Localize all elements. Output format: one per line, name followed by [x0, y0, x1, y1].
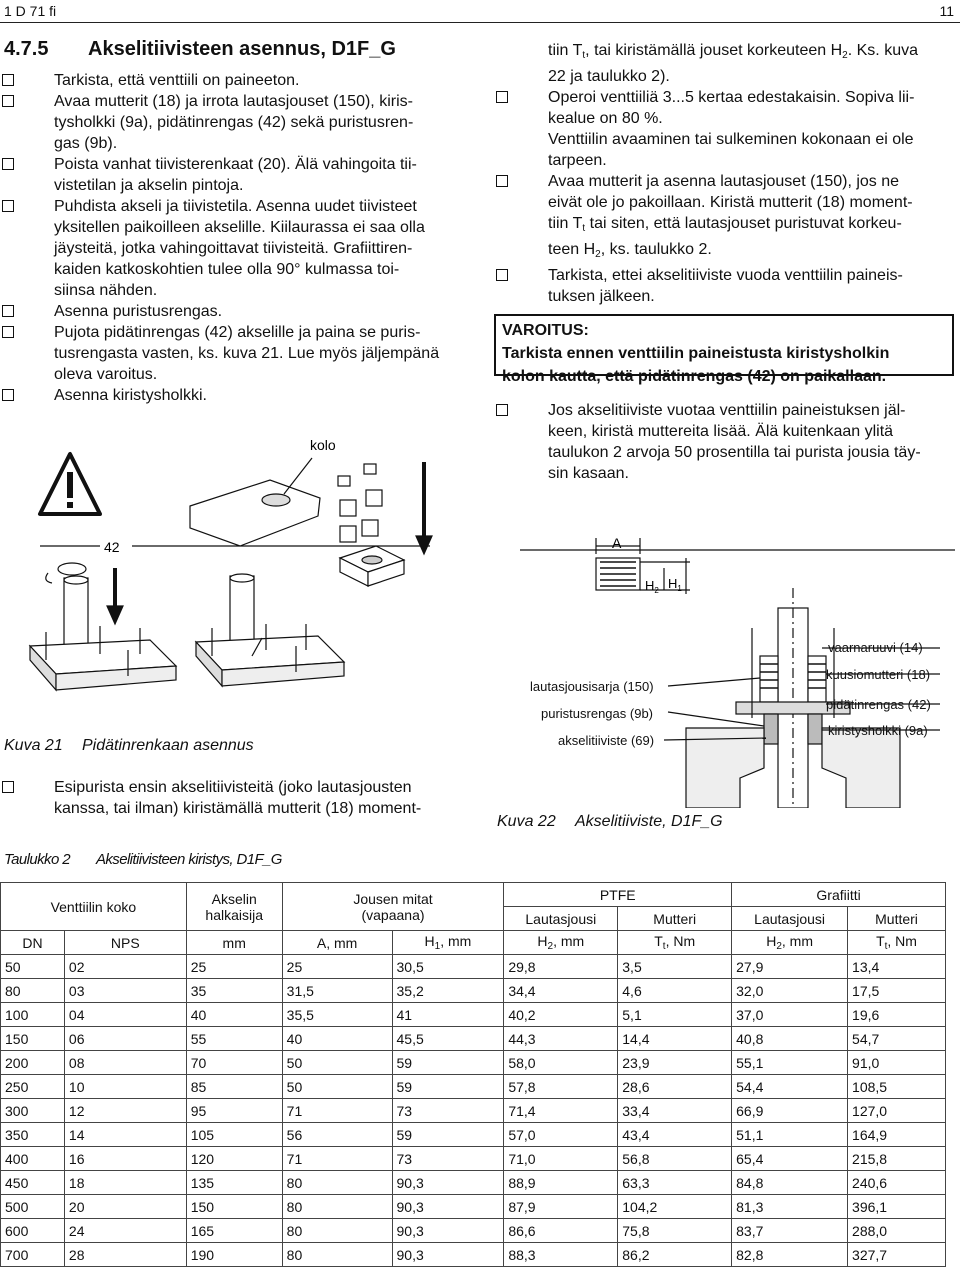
table-row	[1, 955, 946, 979]
header-graf-lautasjousi: Lautasjousi	[732, 907, 848, 931]
table-cell: 250	[1, 1075, 65, 1099]
label-vaarnaruuvi: vaarnaruuvi (14)	[828, 640, 923, 655]
table-cell: 54,7	[848, 1027, 946, 1051]
step-leak-tighten: Jos akselitiiviste vuotaa venttiilin paineistuksen jäl- keen, kiristä muttereita lisää. Älä kuitenkaan ylitä taulukon 2 arvoja 50 prosentilla tai purista jousia täy- sin kasaan.	[494, 400, 960, 484]
table-cell: 240,6	[848, 1171, 946, 1195]
table-cell: 73	[392, 1147, 504, 1171]
table-cell: 33,4	[618, 1099, 732, 1123]
table-cell: 82,8	[732, 1243, 848, 1267]
table-cell: 83,7	[732, 1219, 848, 1243]
step-check-leak: Tarkista, ettei akselitiiviste vuoda venttiilin paineis- tuksen jälkeen.	[494, 265, 960, 307]
table-cell: 215,8	[848, 1147, 946, 1171]
table-cell: 35	[186, 979, 282, 1003]
table-cell: 51,1	[732, 1123, 848, 1147]
table-cell: 56	[282, 1123, 392, 1147]
table-cell: 66,9	[732, 1099, 848, 1123]
table-cell: 95	[186, 1099, 282, 1123]
step-clean-install: Puhdista akseli ja tiivistetila. Asenna uudet tiivisteet yksitellen paikoilleen akselille. Kiilaurassa ei saa olla jäysteitä, jotka vahingoittavat tiivisteitä. Grafiittiren- kaiden katkoskohtien tulee olla 90° kulmassa toi- siinsa nähden.	[0, 196, 462, 301]
figure-21-caption: Kuva 21 Pidätinrenkaan asennus	[4, 737, 254, 754]
table-cell: 40,8	[732, 1027, 848, 1051]
warning-line-2: kolon kautta, että pidätinrengas (42) on paikallaan.	[502, 368, 887, 385]
table-cell: 80	[282, 1171, 392, 1195]
table-cell: 396,1	[848, 1195, 946, 1219]
table-cell: 41	[392, 1003, 504, 1027]
table-cell: 30,5	[392, 955, 504, 979]
table-cell: 57,0	[504, 1123, 618, 1147]
steps-right	[494, 40, 960, 307]
table-row	[1, 979, 946, 1003]
unit-h2-mm-graf: $H_2$, mm	[732, 931, 848, 955]
table-cell: 44,3	[504, 1027, 618, 1051]
table-cell: 50	[282, 1051, 392, 1075]
table-cell: 58,0	[504, 1051, 618, 1075]
header-ptfe-lautasjousi: Lautasjousi	[504, 907, 618, 931]
table-cell: 14	[64, 1123, 186, 1147]
label-A: A	[612, 535, 622, 551]
label-puristusrengas: puristusrengas (9b)	[541, 706, 653, 721]
table-cell: 108,5	[848, 1075, 946, 1099]
table-cell: 164,9	[848, 1123, 946, 1147]
warning-line-1: Tarkista ennen venttiilin paineistusta kiristysholkin	[502, 345, 890, 362]
table-cell: 24	[64, 1219, 186, 1243]
unit-tt-nm: $T_t$, Nm	[618, 931, 732, 955]
section-number: 4.7.5	[4, 38, 49, 60]
step-install-sleeve: Asenna kiristysholkki.	[0, 385, 462, 406]
table-cell: 600	[1, 1219, 65, 1243]
table-units-row	[1, 931, 946, 955]
step-open-nuts: Avaa mutterit (18) ja irrota lautasjouset (150), kiris- tysholkki (9a), pidätinrengas (42) sekä puristusren- gas (9b).	[0, 91, 462, 154]
step-install-springs: Avaa mutterit ja asenna lautasjouset (150), jos ne eivät ole jo pakoillaan. Kiristä mutterit (18) moment- tiin $T_t$ tai siten, että lautasjouset puristuvat korkeu- teen $H_2$, ks. taulukko 2.	[494, 171, 960, 265]
table-cell: 31,5	[282, 979, 392, 1003]
table-cell: 81,3	[732, 1195, 848, 1219]
table-cell: 86,2	[618, 1243, 732, 1267]
table-cell: 03	[64, 979, 186, 1003]
table-cell: 200	[1, 1051, 65, 1075]
table-cell: 28	[64, 1243, 186, 1267]
table-cell: 85	[186, 1075, 282, 1099]
table-cell: 28,6	[618, 1075, 732, 1099]
table-cell: 87,9	[504, 1195, 618, 1219]
table-cell: 75,8	[618, 1219, 732, 1243]
label-akselitiiviste: akselitiiviste (69)	[558, 733, 655, 748]
table-cell: 17,5	[848, 979, 946, 1003]
table-cell: 288,0	[848, 1219, 946, 1243]
table-cell: 02	[64, 955, 186, 979]
label-pidatinrengas: pidätinrengas (42)	[826, 697, 931, 712]
table-row	[1, 1243, 946, 1267]
table-cell: 3,5	[618, 955, 732, 979]
table-cell: 120	[186, 1147, 282, 1171]
header-jousen-mitat: Jousen mitat (vapaana)	[282, 883, 504, 931]
table-row	[1, 1051, 946, 1075]
doc-id: 1 D 71 fi	[4, 3, 57, 19]
table-cell: 14,4	[618, 1027, 732, 1051]
table-cell: 86,6	[504, 1219, 618, 1243]
header-ptfe-mutteri: Mutteri	[618, 907, 732, 931]
table-body	[1, 955, 946, 1267]
label-kuusiomutteri: kuusiomutteri (18)	[826, 667, 931, 682]
table-cell: 327,7	[848, 1243, 946, 1267]
table-cell: 04	[64, 1003, 186, 1027]
table-cell: 73	[392, 1099, 504, 1123]
table-cell: 59	[392, 1051, 504, 1075]
table-cell: 105	[186, 1123, 282, 1147]
table-cell: 59	[392, 1075, 504, 1099]
table-cell: 90,3	[392, 1243, 504, 1267]
steps-left	[0, 70, 462, 406]
table-cell: 65,4	[732, 1147, 848, 1171]
table-cell: 71	[282, 1099, 392, 1123]
table-cell: 27,9	[732, 955, 848, 979]
table-cell: 100	[1, 1003, 65, 1027]
table-cell: 90,3	[392, 1195, 504, 1219]
warning-triangle-icon	[40, 454, 100, 514]
step-retainer-ring: Pujota pidätinrengas (42) akselille ja paina se puris- tusrengasta vasten, ks. kuva 21. Lue myös jäljempänä oleva varoitus.	[0, 322, 462, 385]
label-kolo: kolo	[310, 437, 336, 453]
unit-mm: mm	[186, 931, 282, 955]
table-cell: 35,5	[282, 1003, 392, 1027]
label-kiristysholkki: kiristysholkki (9a)	[828, 723, 928, 738]
table-cell: 63,3	[618, 1171, 732, 1195]
table-cell: 90,3	[392, 1219, 504, 1243]
table-cell: 18	[64, 1171, 186, 1195]
header-ptfe: PTFE	[504, 883, 732, 907]
table-cell: 20	[64, 1195, 186, 1219]
table-cell: 43,4	[618, 1123, 732, 1147]
table-cell: 5,1	[618, 1003, 732, 1027]
table-header-row-1	[1, 883, 946, 907]
table-cell: 37,0	[732, 1003, 848, 1027]
table-cell: 500	[1, 1195, 65, 1219]
unit-dn: DN	[1, 931, 65, 955]
header-graf-mutteri: Mutteri	[848, 907, 946, 931]
table-cell: 40,2	[504, 1003, 618, 1027]
table-cell: 59	[392, 1123, 504, 1147]
table-row	[1, 1147, 946, 1171]
table-cell: 55	[186, 1027, 282, 1051]
unit-a-mm: A, mm	[282, 931, 392, 955]
table-cell: 80	[282, 1219, 392, 1243]
table-cell: 91,0	[848, 1051, 946, 1075]
warning-title: VAROITUS:	[502, 322, 589, 339]
warning-box	[494, 314, 954, 385]
table-cell: 16	[64, 1147, 186, 1171]
table-cell: 80	[282, 1195, 392, 1219]
table-cell: 88,9	[504, 1171, 618, 1195]
table-row	[1, 1171, 946, 1195]
unit-h1-mm: $H_1$, mm	[392, 931, 504, 955]
step-prepress	[0, 777, 462, 819]
label-H2: $H_2$	[645, 578, 659, 595]
table-cell: 06	[64, 1027, 186, 1051]
table-cell: 80	[282, 1243, 392, 1267]
unit-nps: NPS	[64, 931, 186, 955]
section-title: Akselitiivisteen asennus, D1F_G	[88, 38, 396, 60]
torque-table	[0, 882, 946, 1267]
table-cell: 90,3	[392, 1171, 504, 1195]
table-cell: 13,4	[848, 955, 946, 979]
table-cell: 400	[1, 1147, 65, 1171]
table-cell: 56,8	[618, 1147, 732, 1171]
table-cell: 84,8	[732, 1171, 848, 1195]
header-venttiilin-koko: Venttiilin koko	[1, 883, 187, 931]
table-row	[1, 1027, 946, 1051]
unit-tt-nm-graf: $T_t$, Nm	[848, 931, 946, 955]
table-cell: 450	[1, 1171, 65, 1195]
step-prepress-item: Esipurista ensin akselitiivisteitä (joko lautasjousten kanssa, tai ilman) kiristämällä mutterit (18) moment-	[0, 777, 462, 819]
table-cell: 71,4	[504, 1099, 618, 1123]
table-cell: 135	[186, 1171, 282, 1195]
step-operate-valve: Operoi venttiiliä 3...5 kertaa edestakaisin. Sopiva lii- kealue on 80 %. Venttiilin avaaminen tai sulkeminen kokonaan ei ole tarpeen.	[494, 87, 960, 171]
table-row	[1, 1075, 946, 1099]
table-cell: 29,8	[504, 955, 618, 979]
table-cell: 50	[1, 955, 65, 979]
table-cell: 350	[1, 1123, 65, 1147]
table-cell: 300	[1, 1099, 65, 1123]
table-cell: 23,9	[618, 1051, 732, 1075]
table-cell: 88,3	[504, 1243, 618, 1267]
table-cell: 10	[64, 1075, 186, 1099]
table-cell: 08	[64, 1051, 186, 1075]
unit-h2-mm: $H_2$, mm	[504, 931, 618, 955]
figure-22-caption: Kuva 22 Akselitiiviste, D1F_G	[497, 813, 723, 830]
table-cell: 150	[186, 1195, 282, 1219]
table-cell: 55,1	[732, 1051, 848, 1075]
table-cell: 80	[1, 979, 65, 1003]
table-row	[1, 1003, 946, 1027]
table-cell: 70	[186, 1051, 282, 1075]
step-continued: tiin $T_t$, tai kiristämällä jouset korkeuteen $H_2$. Ks. kuva 22 ja taulukko 2).	[548, 42, 918, 85]
table-row	[1, 1195, 946, 1219]
table-cell: 190	[186, 1243, 282, 1267]
table-row	[1, 1123, 946, 1147]
table-row	[1, 1099, 946, 1123]
table-cell: 40	[282, 1027, 392, 1051]
table-cell: 32,0	[732, 979, 848, 1003]
page-number: 11	[939, 3, 954, 19]
label-lautasjousisarja: lautasjousisarja (150)	[530, 679, 654, 694]
table-cell: 71,0	[504, 1147, 618, 1171]
label-42: 42	[104, 539, 120, 555]
table-cell: 150	[1, 1027, 65, 1051]
table-cell: 54,4	[732, 1075, 848, 1099]
header-grafiitti: Grafiitti	[732, 883, 946, 907]
table-cell: 25	[186, 955, 282, 979]
step-remove-rings: Poista vanhat tiivisterenkaat (20). Älä vahingoita tii- vistetilan ja akselin pintoja.	[0, 154, 462, 196]
table-cell: 12	[64, 1099, 186, 1123]
page-header	[0, 0, 960, 23]
table-cell: 34,4	[504, 979, 618, 1003]
table-cell: 71	[282, 1147, 392, 1171]
table-cell: 35,2	[392, 979, 504, 1003]
table-cell: 50	[282, 1075, 392, 1099]
table-cell: 57,8	[504, 1075, 618, 1099]
label-H1: $H_1$	[668, 576, 682, 593]
table-cell: 104,2	[618, 1195, 732, 1219]
section-heading	[4, 38, 396, 61]
table-row	[1, 1219, 946, 1243]
step-check-pressure: Tarkista, että venttiili on paineeton.	[0, 70, 462, 91]
table-cell: 4,6	[618, 979, 732, 1003]
header-akselin: Akselin halkaisija	[186, 883, 282, 931]
table-cell: 45,5	[392, 1027, 504, 1051]
table-cell: 40	[186, 1003, 282, 1027]
table-caption: Taulukko 2 Akselitiivisteen kiristys, D1F_G	[4, 851, 282, 868]
table-cell: 19,6	[848, 1003, 946, 1027]
step-install-press-ring: Asenna puristusrengas.	[0, 301, 462, 322]
table-cell: 700	[1, 1243, 65, 1267]
table-cell: 165	[186, 1219, 282, 1243]
table-cell: 25	[282, 955, 392, 979]
table-cell: 127,0	[848, 1099, 946, 1123]
